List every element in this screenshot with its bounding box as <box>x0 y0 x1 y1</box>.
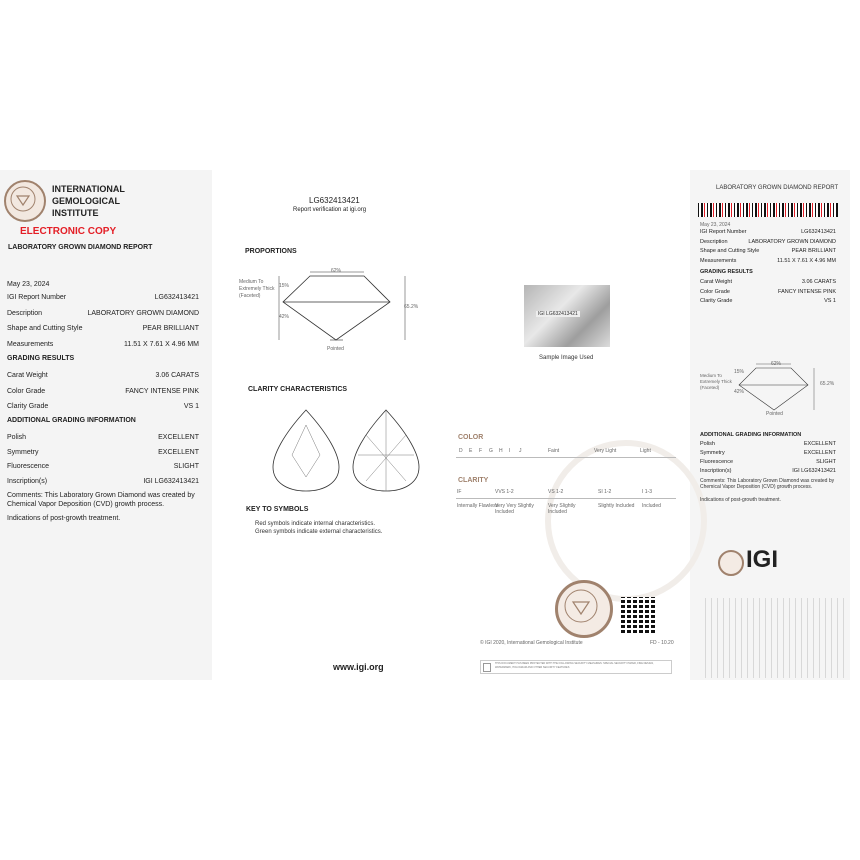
detail-row <box>7 434 199 441</box>
detail-label: Description <box>700 238 728 245</box>
right-pavilion-percentage: 42% <box>734 389 745 395</box>
detail-row <box>700 279 836 285</box>
detail-value: LG632413421 <box>154 294 199 301</box>
color-grade-word: Faint <box>548 448 560 454</box>
detail-row <box>700 258 836 264</box>
detail-row <box>700 298 836 304</box>
sample-image <box>524 285 610 347</box>
clarity-grade-description: Included <box>642 503 661 509</box>
right-date: May 23, 2024 <box>700 222 731 228</box>
detail-label: IGI Report Number <box>700 229 747 235</box>
clarity-scale-line <box>456 498 676 499</box>
watermark-seal-icon <box>545 440 707 602</box>
detail-value: EXCELLENT <box>158 434 199 441</box>
right-grading-title: GRADING RESULTS <box>700 269 753 275</box>
color-grade-letter: D <box>459 448 463 454</box>
detail-value: PEAR BRILLIANT <box>791 248 836 254</box>
detail-value: VS 1 <box>824 298 836 304</box>
detail-value: VS 1 <box>183 403 199 410</box>
detail-label: Symmetry <box>7 448 39 456</box>
qr-code-icon[interactable] <box>621 597 657 633</box>
right-report-title: LABORATORY GROWN DIAMOND REPORT <box>716 185 839 191</box>
detail-row <box>7 372 199 379</box>
detail-value: LABORATORY GROWN DIAMOND <box>748 238 836 245</box>
verification-link[interactable]: Report verification at igi.org <box>293 207 367 213</box>
detail-row <box>700 450 836 456</box>
detail-value: IGI LG632413421 <box>792 468 836 474</box>
color-grade-word: Light <box>640 448 651 454</box>
color-grade-letter: J <box>519 448 522 454</box>
detail-value: EXCELLENT <box>803 450 836 456</box>
detail-label: Measurements <box>7 340 54 348</box>
detail-row <box>700 229 836 235</box>
pavilion-percentage: 42% <box>279 314 290 320</box>
detail-value: FANCY INTENSE PINK <box>778 288 836 295</box>
detail-row <box>7 403 199 410</box>
detail-row <box>700 459 836 465</box>
key-line-2: Green symbols indicate external characteristics. <box>255 529 383 535</box>
sample-inscription: IGI LG632413421 <box>538 311 578 317</box>
security-note: THIS DOCUMENT HAS BEEN PROTECTED WITH THE FOLLOWING SECURITY MEASURES: SPECIAL SECURITY PAPER, FINE DESIGN, WATERMARK, HOLOGRAM AND OTHER SECURITY FEATURES <box>495 662 654 669</box>
pear-plot-diagram <box>268 405 428 495</box>
clarity-grade: SI 1-2 <box>598 489 612 495</box>
table-percentage: 62% <box>331 268 342 274</box>
color-grade-letter: E <box>469 448 473 454</box>
igi-logo-icon <box>4 180 46 222</box>
detail-label: Measurements <box>700 257 737 264</box>
detail-label: Clarity Grade <box>700 298 733 304</box>
detail-value: IGI LG632413421 <box>143 477 199 485</box>
right-girdle-label: Medium To Extremely Thick (Faceted) <box>700 373 732 390</box>
detail-row <box>700 441 836 447</box>
detail-value: PEAR BRILLIANT <box>142 325 199 332</box>
detail-row <box>700 468 836 474</box>
detail-value: FANCY INTENSE PINK <box>125 387 199 395</box>
detail-label: Inscription(s) <box>7 477 48 485</box>
detail-value: 11.51 X 7.61 X 4.96 MM <box>124 340 199 348</box>
detail-value: LABORATORY GROWN DIAMOND <box>87 309 199 317</box>
detail-value: SLIGHT <box>816 459 836 465</box>
depth-percentage: 65.2% <box>404 304 419 310</box>
detail-row <box>7 341 199 348</box>
detail-label: Shape and Cutting Style <box>700 248 760 254</box>
right-igi-seal-icon <box>718 550 744 576</box>
indications: Indications of post-growth treatment. <box>7 515 121 522</box>
clarity-grade: VS 1-2 <box>548 489 564 495</box>
detail-label: Carat Weight <box>7 372 48 379</box>
org-name: INTERNATIONAL GEMOLOGICAL INSTITUTE <box>52 184 125 218</box>
detail-label: Polish <box>700 441 715 447</box>
website-link[interactable]: www.igi.org <box>333 662 384 672</box>
detail-value: 11.51 X 7.61 X 4.96 MM <box>777 257 836 264</box>
detail-label: IGI Report Number <box>7 294 67 301</box>
color-grade-letter: G <box>489 448 493 454</box>
color-grade-letter: I <box>509 448 511 454</box>
detail-label: Shape and Cutting Style <box>7 325 83 332</box>
detail-label: Color Grade <box>7 387 46 395</box>
additional-grading-title: ADDITIONAL GRADING INFORMATION <box>7 417 136 424</box>
color-grade-word: Very Light <box>594 448 617 454</box>
right-crown-percentage: 15% <box>734 369 745 375</box>
detail-value: 3.06 CARATS <box>801 279 836 285</box>
igi-seal-icon <box>555 580 613 638</box>
detail-row <box>7 388 199 395</box>
right-culet-label: Pointed <box>766 411 783 417</box>
girdle-label: Medium To Extremely Thick (Faceted) <box>239 279 275 299</box>
detail-value: 3.06 CARATS <box>155 372 199 379</box>
clarity-grade-description: Very Very Slightly Included <box>495 503 534 515</box>
barcode-icon <box>698 203 838 217</box>
color-scale-line <box>456 457 676 458</box>
detail-label: Carat Weight <box>700 279 732 285</box>
form-code: FD - 10.20 <box>650 640 674 646</box>
detail-label: Fluorescence <box>7 463 50 470</box>
detail-label: Clarity Grade <box>7 403 49 410</box>
clarity-grade: IF <box>457 489 462 495</box>
clarity-scale-title: CLARITY <box>458 477 489 484</box>
document-icon <box>483 663 491 672</box>
right-comments: Comments: This Laboratory Grown Diamond was created by Chemical Vapor Deposition (CVD) growth process. <box>700 478 835 490</box>
rotated-mini-report <box>700 598 848 678</box>
report-title: LABORATORY GROWN DIAMOND REPORT <box>8 244 153 251</box>
igi-brand: IGI <box>746 546 779 573</box>
color-scale-title: COLOR <box>458 434 484 441</box>
right-table-percentage: 62% <box>771 361 782 367</box>
key-line-1: Red symbols indicate internal characteristics. <box>255 521 376 527</box>
report-number-header: LG632413421 <box>309 196 360 205</box>
detail-label: Inscription(s) <box>700 468 732 474</box>
proportions-title: PROPORTIONS <box>245 248 297 255</box>
detail-row <box>7 294 199 301</box>
clarity-grade-description: Very Slightly Included <box>548 503 576 515</box>
detail-row <box>700 248 836 254</box>
detail-label: Symmetry <box>700 450 725 456</box>
detail-value: EXCELLENT <box>803 441 836 447</box>
right-additional-title: ADDITIONAL GRADING INFORMATION <box>700 432 802 438</box>
detail-value: EXCELLENT <box>158 448 199 456</box>
report-date: May 23, 2024 <box>7 281 50 288</box>
detail-value: LG632413421 <box>801 229 836 235</box>
clarity-characteristics-title: CLARITY CHARACTERISTICS <box>248 386 348 393</box>
color-grade-letter: H <box>499 448 503 454</box>
key-to-symbols-title: KEY TO SYMBOLS <box>246 506 309 513</box>
security-banner <box>480 660 672 674</box>
sample-caption: Sample Image Used <box>539 355 594 361</box>
clarity-grade-description: Slightly Included <box>598 503 635 509</box>
detail-row <box>7 478 199 485</box>
detail-label: Color Grade <box>700 288 730 295</box>
detail-row <box>700 239 836 245</box>
electronic-copy-label: ELECTRONIC COPY <box>20 226 117 237</box>
grading-results-title: GRADING RESULTS <box>7 355 75 362</box>
detail-label: Description <box>7 309 43 317</box>
comments: Comments: This Laboratory Grown Diamond was created by Chemical Vapor Deposition (CVD) growth process. <box>7 492 195 508</box>
detail-row <box>7 310 199 317</box>
clarity-grade: I 1-3 <box>642 489 653 495</box>
right-depth-percentage: 65.2% <box>820 381 835 387</box>
detail-row <box>700 289 836 295</box>
copyright: © IGI 2020, International Gemological Institute <box>480 640 583 646</box>
detail-label: Polish <box>7 434 27 441</box>
color-grade-letter: F <box>479 448 483 454</box>
detail-value: SLIGHT <box>173 463 199 470</box>
detail-row <box>7 449 199 456</box>
detail-row <box>7 463 199 470</box>
crown-percentage: 15% <box>279 283 290 289</box>
right-indications: Indications of post-growth treatment. <box>700 497 781 503</box>
detail-label: Fluorescence <box>700 459 734 465</box>
culet-label: Pointed <box>327 346 344 352</box>
clarity-grade-description: Internally Flawless <box>457 503 499 509</box>
detail-row <box>7 325 199 332</box>
clarity-grade: VVS 1-2 <box>495 489 514 495</box>
